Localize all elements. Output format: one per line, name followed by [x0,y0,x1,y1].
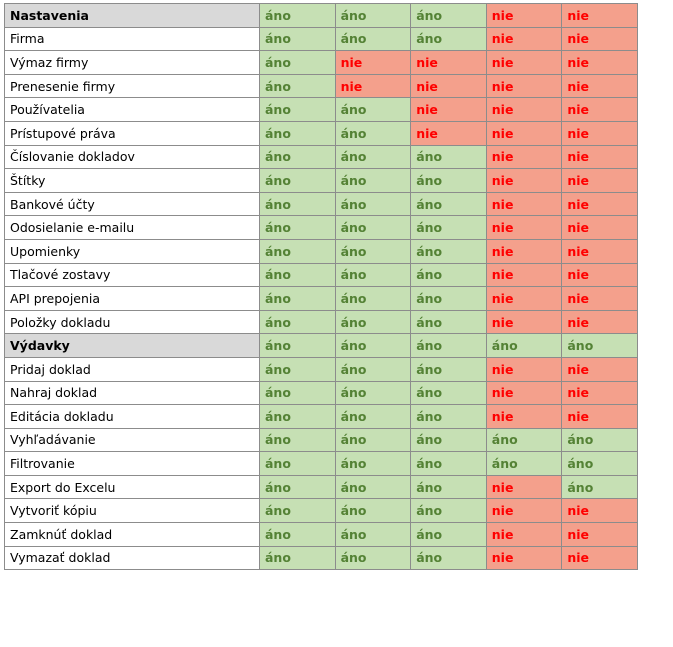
permission-cell-yes: áno [260,239,336,263]
permission-cell-no: nie [486,27,562,51]
permission-cell-yes: áno [335,98,411,122]
row-label: API prepojenia [5,287,260,311]
permission-cell-no: nie [486,475,562,499]
table-row [5,121,638,145]
permission-cell-yes: áno [411,27,487,51]
row-label: Firma [5,27,260,51]
permission-cell-no: nie [486,169,562,193]
table-row [5,287,638,311]
permission-cell-yes: áno [411,239,487,263]
permission-cell-yes: áno [411,475,487,499]
table-row [5,405,638,429]
row-label: Pridaj doklad [5,357,260,381]
permission-cell-no: nie [486,98,562,122]
permission-cell-yes: áno [260,51,336,75]
permission-cell-yes: áno [411,357,487,381]
permission-cell-yes: áno [260,475,336,499]
permission-cell-yes: áno [411,216,487,240]
permission-cell-yes: áno [260,121,336,145]
permission-cell-no: nie [562,169,638,193]
permission-cell-yes: áno [335,381,411,405]
row-label: Bankové účty [5,192,260,216]
permission-cell-yes: áno [411,523,487,547]
permission-cell-no: nie [335,74,411,98]
permission-cell-yes: áno [411,169,487,193]
row-label: Upomienky [5,239,260,263]
permission-cell-yes: áno [562,428,638,452]
table-row [5,452,638,476]
row-label: Výmaz firmy [5,51,260,75]
permission-cell-yes: áno [335,357,411,381]
permission-cell-no: nie [562,121,638,145]
table-row [5,475,638,499]
table-row [5,546,638,570]
table-row [5,499,638,523]
permission-cell-no: nie [486,145,562,169]
permission-cell-no: nie [486,357,562,381]
permission-cell-no: nie [562,4,638,28]
table-row [5,169,638,193]
permission-cell-no: nie [562,216,638,240]
permission-cell-no: nie [411,121,487,145]
table-row [5,98,638,122]
section-header-row [5,334,638,358]
permission-cell-no: nie [486,121,562,145]
row-label: Zamknúť doklad [5,523,260,547]
permission-cell-yes: áno [411,381,487,405]
table-row [5,216,638,240]
permission-cell-yes: áno [260,357,336,381]
permission-cell-no: nie [486,74,562,98]
permission-cell-yes: áno [562,334,638,358]
permission-cell-yes: áno [335,263,411,287]
permission-cell-yes: áno [260,74,336,98]
permission-cell-yes: áno [335,216,411,240]
permission-cell-yes: áno [260,145,336,169]
permission-cell-yes: áno [335,523,411,547]
table-row [5,27,638,51]
permission-cell-no: nie [486,523,562,547]
row-label: Nahraj doklad [5,381,260,405]
row-label: Export do Excelu [5,475,260,499]
row-label: Editácia dokladu [5,405,260,429]
permission-cell-yes: áno [486,452,562,476]
permission-cell-no: nie [486,192,562,216]
permission-cell-no: nie [486,239,562,263]
permission-cell-no: nie [562,357,638,381]
permission-cell-no: nie [562,98,638,122]
permission-cell-no: nie [562,287,638,311]
table-row [5,523,638,547]
permission-cell-yes: áno [335,428,411,452]
permission-cell-yes: áno [335,169,411,193]
permission-cell-yes: áno [411,428,487,452]
permission-cell-yes: áno [411,310,487,334]
row-label: Tlačové zostavy [5,263,260,287]
permission-cell-yes: áno [411,499,487,523]
permission-cell-yes: áno [335,405,411,429]
permission-cell-yes: áno [486,428,562,452]
permission-cell-yes: áno [260,334,336,358]
permission-cell-no: nie [411,74,487,98]
permission-cell-yes: áno [335,546,411,570]
row-label: Vyhľadávanie [5,428,260,452]
permission-cell-no: nie [562,523,638,547]
permission-cell-yes: áno [260,216,336,240]
row-label: Položky dokladu [5,310,260,334]
table-row [5,74,638,98]
permission-cell-no: nie [562,499,638,523]
permission-cell-no: nie [486,381,562,405]
row-label: Odosielanie e-mailu [5,216,260,240]
permission-cell-yes: áno [260,27,336,51]
permission-cell-no: nie [411,98,487,122]
table-row [5,357,638,381]
permission-cell-yes: áno [335,121,411,145]
permission-cell-yes: áno [260,428,336,452]
table-row [5,145,638,169]
table-row [5,428,638,452]
permission-cell-no: nie [486,405,562,429]
permission-cell-yes: áno [260,4,336,28]
table-row [5,381,638,405]
permission-cell-no: nie [562,74,638,98]
permission-cell-no: nie [335,51,411,75]
permission-cell-yes: áno [260,192,336,216]
row-label: Štítky [5,169,260,193]
permission-cell-yes: áno [335,145,411,169]
permission-cell-no: nie [562,546,638,570]
permission-cell-yes: áno [260,452,336,476]
permission-cell-yes: áno [335,27,411,51]
permission-cell-no: nie [486,310,562,334]
permission-cell-yes: áno [335,287,411,311]
permission-cell-yes: áno [335,475,411,499]
permission-cell-yes: áno [260,499,336,523]
row-label: Prístupové práva [5,121,260,145]
permission-cell-no: nie [486,4,562,28]
permission-cell-yes: áno [562,452,638,476]
permission-cell-yes: áno [411,287,487,311]
permission-cell-yes: áno [260,287,336,311]
permission-cell-no: nie [562,310,638,334]
permission-cell-no: nie [562,239,638,263]
permission-cell-yes: áno [411,546,487,570]
permission-cell-yes: áno [335,452,411,476]
permission-cell-no: nie [562,263,638,287]
permission-cell-yes: áno [260,546,336,570]
permission-cell-yes: áno [335,192,411,216]
permission-cell-yes: áno [335,4,411,28]
permission-cell-no: nie [486,499,562,523]
permission-cell-no: nie [486,263,562,287]
permission-cell-yes: áno [411,4,487,28]
permission-cell-no: nie [486,546,562,570]
permission-cell-no: nie [562,51,638,75]
permission-cell-yes: áno [486,334,562,358]
permission-cell-no: nie [486,216,562,240]
permission-cell-yes: áno [260,98,336,122]
permission-cell-no: nie [562,381,638,405]
permission-cell-yes: áno [411,145,487,169]
permission-cell-yes: áno [335,499,411,523]
row-label: Používatelia [5,98,260,122]
permission-cell-yes: áno [260,263,336,287]
permission-cell-no: nie [562,145,638,169]
permission-cell-no: nie [486,287,562,311]
permission-cell-yes: áno [260,381,336,405]
table-row [5,51,638,75]
row-label: Prenesenie firmy [5,74,260,98]
section-header-label: Výdavky [5,334,260,358]
permission-cell-no: nie [411,51,487,75]
permission-cell-yes: áno [335,310,411,334]
permission-cell-yes: áno [562,475,638,499]
table-row [5,192,638,216]
permission-cell-yes: áno [411,334,487,358]
row-label: Vytvoriť kópiu [5,499,260,523]
table-row [5,263,638,287]
permission-cell-no: nie [486,51,562,75]
permission-cell-yes: áno [260,405,336,429]
permission-cell-no: nie [562,192,638,216]
permission-cell-yes: áno [411,263,487,287]
permission-cell-no: nie [562,27,638,51]
permission-cell-yes: áno [260,310,336,334]
permission-cell-no: nie [562,405,638,429]
permission-cell-yes: áno [335,239,411,263]
row-label: Filtrovanie [5,452,260,476]
permission-cell-yes: áno [411,405,487,429]
permissions-table [4,3,638,570]
section-header-label: Nastavenia [5,4,260,28]
permission-cell-yes: áno [411,452,487,476]
permission-cell-yes: áno [260,169,336,193]
section-header-row [5,4,638,28]
row-label: Vymazať doklad [5,546,260,570]
table-row [5,310,638,334]
permissions-table-body [5,4,638,570]
permission-cell-yes: áno [411,192,487,216]
permission-cell-yes: áno [335,334,411,358]
row-label: Číslovanie dokladov [5,145,260,169]
table-row [5,239,638,263]
permission-cell-yes: áno [260,523,336,547]
